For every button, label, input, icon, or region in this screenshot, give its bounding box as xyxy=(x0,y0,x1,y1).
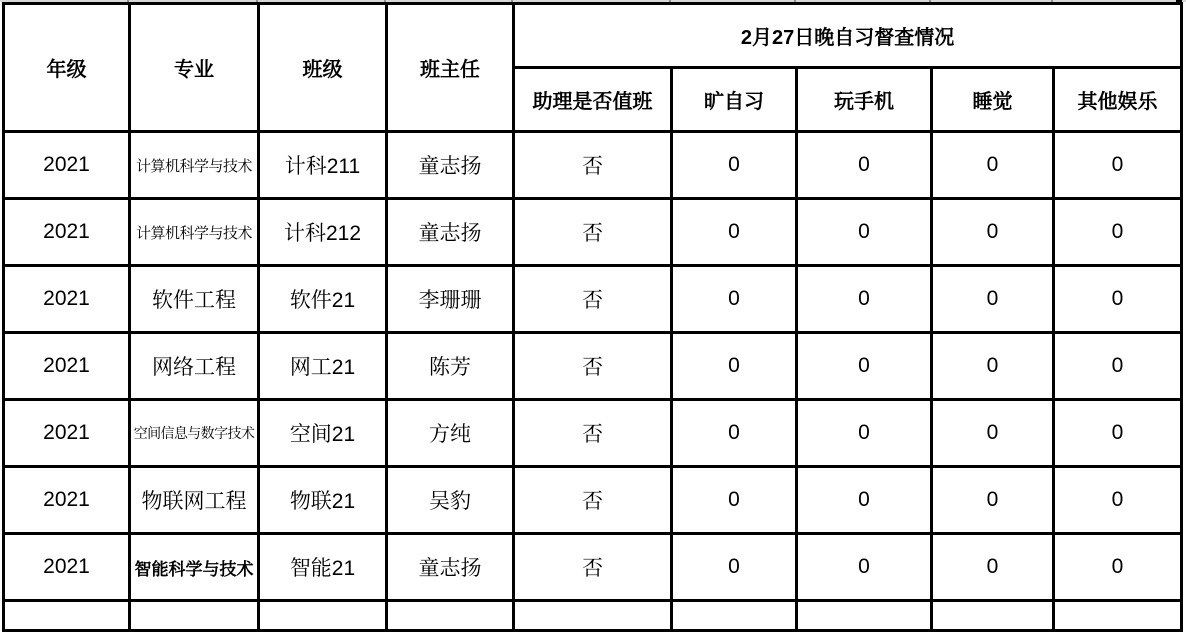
header-absent-study: 旷自习 xyxy=(672,68,797,132)
header-class: 班级 xyxy=(259,4,387,132)
table-row xyxy=(4,266,1182,333)
cell-absent-study: 0 xyxy=(672,333,797,400)
table-row xyxy=(4,132,1182,199)
clipped-cell xyxy=(514,601,672,631)
cell-major: 智能科学与技术 xyxy=(130,534,259,601)
table-row xyxy=(4,333,1182,400)
cell-teacher: 童志扬 xyxy=(387,132,514,199)
cell-playing-phone: 0 xyxy=(797,199,932,266)
clipped-cell xyxy=(4,601,130,631)
cell-assistant-duty: 否 xyxy=(514,400,672,467)
cell-grade: 2021 xyxy=(4,199,130,266)
header-inspection-group: 2月27日晚自习督查情况 xyxy=(514,4,1182,68)
cell-other-entertainment: 0 xyxy=(1054,132,1182,199)
cell-playing-phone: 0 xyxy=(797,132,932,199)
header-grade: 年级 xyxy=(4,4,130,132)
cell-major: 计算机科学与技术 xyxy=(130,132,259,199)
cell-absent-study: 0 xyxy=(672,266,797,333)
cell-class: 智能21 xyxy=(259,534,387,601)
header-other-entertainment: 其他娱乐 xyxy=(1054,68,1182,132)
cell-assistant-duty: 否 xyxy=(514,534,672,601)
cell-teacher: 方纯 xyxy=(387,400,514,467)
cell-sleeping: 0 xyxy=(932,467,1054,534)
table-row xyxy=(4,467,1182,534)
cell-teacher: 吴豹 xyxy=(387,467,514,534)
clipped-cell xyxy=(1054,601,1182,631)
cell-class: 网工21 xyxy=(259,333,387,400)
clipped-cell xyxy=(259,601,387,631)
table-row xyxy=(4,400,1182,467)
cell-teacher: 陈芳 xyxy=(387,333,514,400)
cell-class: 软件21 xyxy=(259,266,387,333)
cell-grade: 2021 xyxy=(4,400,130,467)
table-row xyxy=(4,534,1182,601)
cell-absent-study: 0 xyxy=(672,132,797,199)
cell-grade: 2021 xyxy=(4,266,130,333)
clipped-cell xyxy=(387,601,514,631)
cell-sleeping: 0 xyxy=(932,534,1054,601)
inspection-table xyxy=(2,2,1183,632)
cell-class: 计科211 xyxy=(259,132,387,199)
cell-sleeping: 0 xyxy=(932,199,1054,266)
header-assistant-duty: 助理是否值班 xyxy=(514,68,672,132)
clipped-cell xyxy=(932,601,1054,631)
cell-assistant-duty: 否 xyxy=(514,467,672,534)
cell-teacher: 童志扬 xyxy=(387,199,514,266)
cell-playing-phone: 0 xyxy=(797,534,932,601)
header-row-top xyxy=(4,4,1182,68)
cell-absent-study: 0 xyxy=(672,467,797,534)
cell-playing-phone: 0 xyxy=(797,333,932,400)
cell-assistant-duty: 否 xyxy=(514,132,672,199)
cell-other-entertainment: 0 xyxy=(1054,199,1182,266)
cell-sleeping: 0 xyxy=(932,266,1054,333)
cell-assistant-duty: 否 xyxy=(514,333,672,400)
header-teacher: 班主任 xyxy=(387,4,514,132)
cell-grade: 2021 xyxy=(4,534,130,601)
header-playing-phone: 玩手机 xyxy=(797,68,932,132)
cell-major: 网络工程 xyxy=(130,333,259,400)
cell-sleeping: 0 xyxy=(932,132,1054,199)
cell-major: 空间信息与数字技术 xyxy=(130,400,259,467)
cell-playing-phone: 0 xyxy=(797,467,932,534)
cell-assistant-duty: 否 xyxy=(514,266,672,333)
header-sleeping: 睡觉 xyxy=(932,68,1054,132)
cell-sleeping: 0 xyxy=(932,333,1054,400)
cell-other-entertainment: 0 xyxy=(1054,534,1182,601)
cell-teacher: 李珊珊 xyxy=(387,266,514,333)
cell-other-entertainment: 0 xyxy=(1054,333,1182,400)
cell-playing-phone: 0 xyxy=(797,400,932,467)
cell-sleeping: 0 xyxy=(932,400,1054,467)
table-row xyxy=(4,199,1182,266)
clipped-row-below xyxy=(4,601,1182,631)
header-major: 专业 xyxy=(130,4,259,132)
cell-playing-phone: 0 xyxy=(797,266,932,333)
cell-class: 空间21 xyxy=(259,400,387,467)
cell-grade: 2021 xyxy=(4,333,130,400)
cell-other-entertainment: 0 xyxy=(1054,467,1182,534)
clipped-cell xyxy=(797,601,932,631)
cell-absent-study: 0 xyxy=(672,534,797,601)
clipped-cell xyxy=(672,601,797,631)
cell-class: 计科212 xyxy=(259,199,387,266)
cell-class: 物联21 xyxy=(259,467,387,534)
cell-other-entertainment: 0 xyxy=(1054,266,1182,333)
cell-absent-study: 0 xyxy=(672,400,797,467)
cell-grade: 2021 xyxy=(4,467,130,534)
cell-major: 软件工程 xyxy=(130,266,259,333)
cell-assistant-duty: 否 xyxy=(514,199,672,266)
cell-absent-study: 0 xyxy=(672,199,797,266)
clipped-cell xyxy=(130,601,259,631)
cell-grade: 2021 xyxy=(4,132,130,199)
cell-other-entertainment: 0 xyxy=(1054,400,1182,467)
cell-teacher: 童志扬 xyxy=(387,534,514,601)
cell-major: 物联网工程 xyxy=(130,467,259,534)
cell-major: 计算机科学与技术 xyxy=(130,199,259,266)
